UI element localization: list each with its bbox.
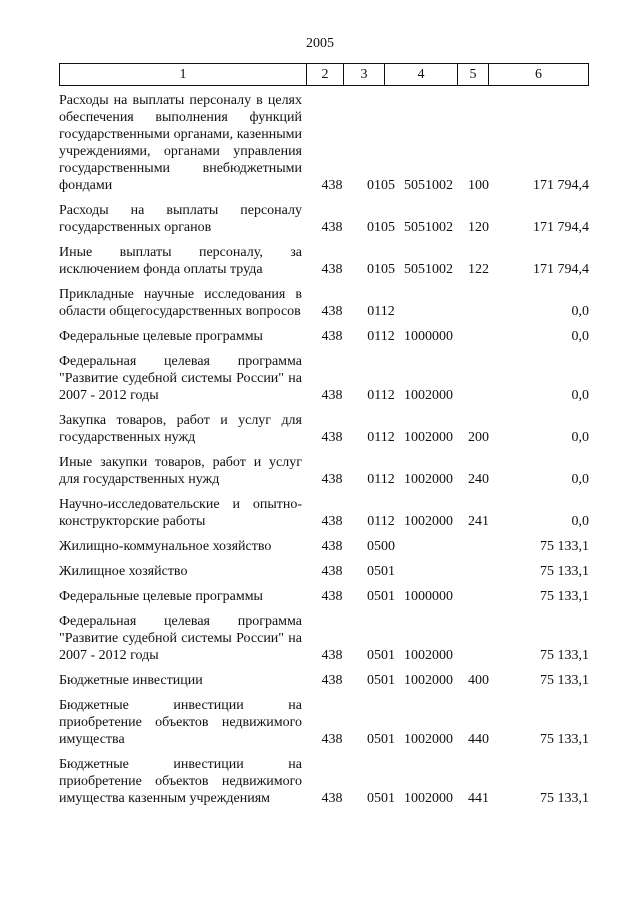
row-name: Федеральная целевая программа "Развитие судебной системы России" на 2007 - 2012 годы (59, 354, 302, 403)
row-sum: 0,0 (571, 304, 589, 319)
row-sum: 0,0 (571, 430, 589, 445)
row-section: 0501 (367, 589, 395, 604)
row-name: Бюджетные инвестиции на приобретение объектов недвижимого имущества казенным учреждениям (59, 757, 302, 806)
row-expense-type: 441 (468, 791, 489, 806)
header-col-3: 3 (343, 64, 384, 85)
row-name: Федеральные целевые программы (59, 589, 263, 604)
row-name: Иные закупки товаров, работ и услуг для государственных нужд (59, 455, 302, 487)
row-name: Расходы на выплаты персоналу в целях обеспечения выполнения функций государственными органами, казенными учреждениями, органами управления государственными внебюджетными фондами (59, 93, 302, 193)
row-target-item: 1002000 (404, 472, 453, 487)
row-target-item: 1002000 (404, 648, 453, 663)
row-ved: 438 (321, 262, 343, 277)
row-section: 0501 (367, 791, 395, 806)
row-section: 0112 (367, 472, 395, 487)
row-name: Научно-исследовательские и опытно-конструкторские работы (59, 497, 302, 529)
row-section: 0112 (367, 304, 395, 319)
row-name: Бюджетные инвестиции на приобретение объектов недвижимого имущества (59, 698, 302, 747)
table-row (59, 538, 589, 555)
row-expense-type: 100 (468, 178, 489, 193)
header-col-1: 1 (179, 67, 187, 82)
row-section: 0105 (367, 262, 395, 277)
table-row (59, 756, 589, 807)
row-section: 0500 (367, 539, 395, 554)
table-row (59, 613, 589, 664)
table-row (59, 353, 589, 404)
table-row (59, 244, 589, 278)
row-target-item: 1002000 (404, 791, 453, 806)
row-sum: 75 133,1 (540, 589, 589, 604)
row-name: Жилищно-коммунальное хозяйство (59, 539, 272, 554)
row-name: Бюджетные инвестиции (59, 673, 203, 688)
header-col-2: 2 (306, 64, 343, 85)
table-row (59, 202, 589, 236)
table-row (59, 92, 589, 194)
row-ved: 438 (321, 220, 343, 235)
row-expense-type: 400 (468, 673, 489, 688)
row-sum: 0,0 (571, 472, 589, 487)
row-sum: 0,0 (571, 514, 589, 529)
row-name: Закупка товаров, работ и услуг для государственных нужд (59, 413, 302, 445)
table-row (59, 697, 589, 748)
table-row (59, 588, 589, 605)
row-ved: 438 (321, 304, 343, 319)
row-sum: 75 133,1 (540, 673, 589, 688)
table-row (59, 672, 589, 689)
row-target-item: 1002000 (404, 430, 453, 445)
row-ved: 438 (321, 430, 343, 445)
row-section: 0112 (367, 430, 395, 445)
row-sum: 0,0 (571, 388, 589, 403)
row-sum: 75 133,1 (540, 539, 589, 554)
row-section: 0105 (367, 220, 395, 235)
row-target-item: 1000000 (404, 589, 453, 604)
row-sum: 75 133,1 (540, 648, 589, 663)
row-ved: 438 (321, 791, 343, 806)
row-ved: 438 (321, 539, 343, 554)
row-ved: 438 (321, 329, 343, 344)
row-name: Федеральные целевые программы (59, 329, 263, 344)
row-target-item: 5051002 (404, 262, 453, 277)
row-ved: 438 (321, 732, 343, 747)
row-section: 0112 (367, 329, 395, 344)
row-name: Иные выплаты персоналу, за исключением фонда оплаты труда (59, 245, 302, 277)
row-ved: 438 (321, 514, 343, 529)
header-col-5: 5 (457, 64, 488, 85)
table-row (59, 563, 589, 580)
row-section: 0501 (367, 673, 395, 688)
row-section: 0112 (367, 388, 395, 403)
row-ved: 438 (321, 673, 343, 688)
row-ved: 438 (321, 589, 343, 604)
header-col-6: 6 (488, 64, 588, 85)
table-row (59, 454, 589, 488)
row-target-item: 5051002 (404, 178, 453, 193)
row-expense-type: 440 (468, 732, 489, 747)
row-ved: 438 (321, 178, 343, 193)
row-target-item: 1002000 (404, 673, 453, 688)
row-expense-type: 240 (468, 472, 489, 487)
row-target-item: 1002000 (404, 732, 453, 747)
row-name: Жилищное хозяйство (59, 564, 188, 579)
row-sum: 171 794,4 (533, 178, 589, 193)
row-sum: 75 133,1 (540, 791, 589, 806)
row-target-item: 1002000 (404, 388, 453, 403)
row-sum: 75 133,1 (540, 564, 589, 579)
table-row (59, 328, 589, 345)
row-ved: 438 (321, 388, 343, 403)
row-name: Прикладные научные исследования в области общегосударственных вопросов (59, 287, 302, 319)
row-ved: 438 (321, 564, 343, 579)
table-row (59, 412, 589, 446)
row-expense-type: 241 (468, 514, 489, 529)
row-section: 0105 (367, 178, 395, 193)
header-col-4: 4 (384, 64, 457, 85)
table-row (59, 286, 589, 320)
row-target-item: 1002000 (404, 514, 453, 529)
table-body (59, 92, 589, 815)
row-expense-type: 120 (468, 220, 489, 235)
row-expense-type: 200 (468, 430, 489, 445)
row-sum: 171 794,4 (533, 262, 589, 277)
row-target-item: 5051002 (404, 220, 453, 235)
row-sum: 75 133,1 (540, 732, 589, 747)
row-ved: 438 (321, 472, 343, 487)
row-name: Федеральная целевая программа "Развитие судебной системы России" на 2007 - 2012 годы (59, 614, 302, 663)
row-section: 0501 (367, 732, 395, 747)
page-number: 2005 (306, 36, 334, 51)
row-ved: 438 (321, 648, 343, 663)
row-section: 0501 (367, 564, 395, 579)
row-name: Расходы на выплаты персоналу государственных органов (59, 203, 302, 235)
row-sum: 0,0 (571, 329, 589, 344)
row-expense-type: 122 (468, 262, 489, 277)
row-section: 0112 (367, 514, 395, 529)
table-header (59, 63, 589, 86)
row-target-item: 1000000 (404, 329, 453, 344)
row-section: 0501 (367, 648, 395, 663)
table-row (59, 496, 589, 530)
row-sum: 171 794,4 (533, 220, 589, 235)
